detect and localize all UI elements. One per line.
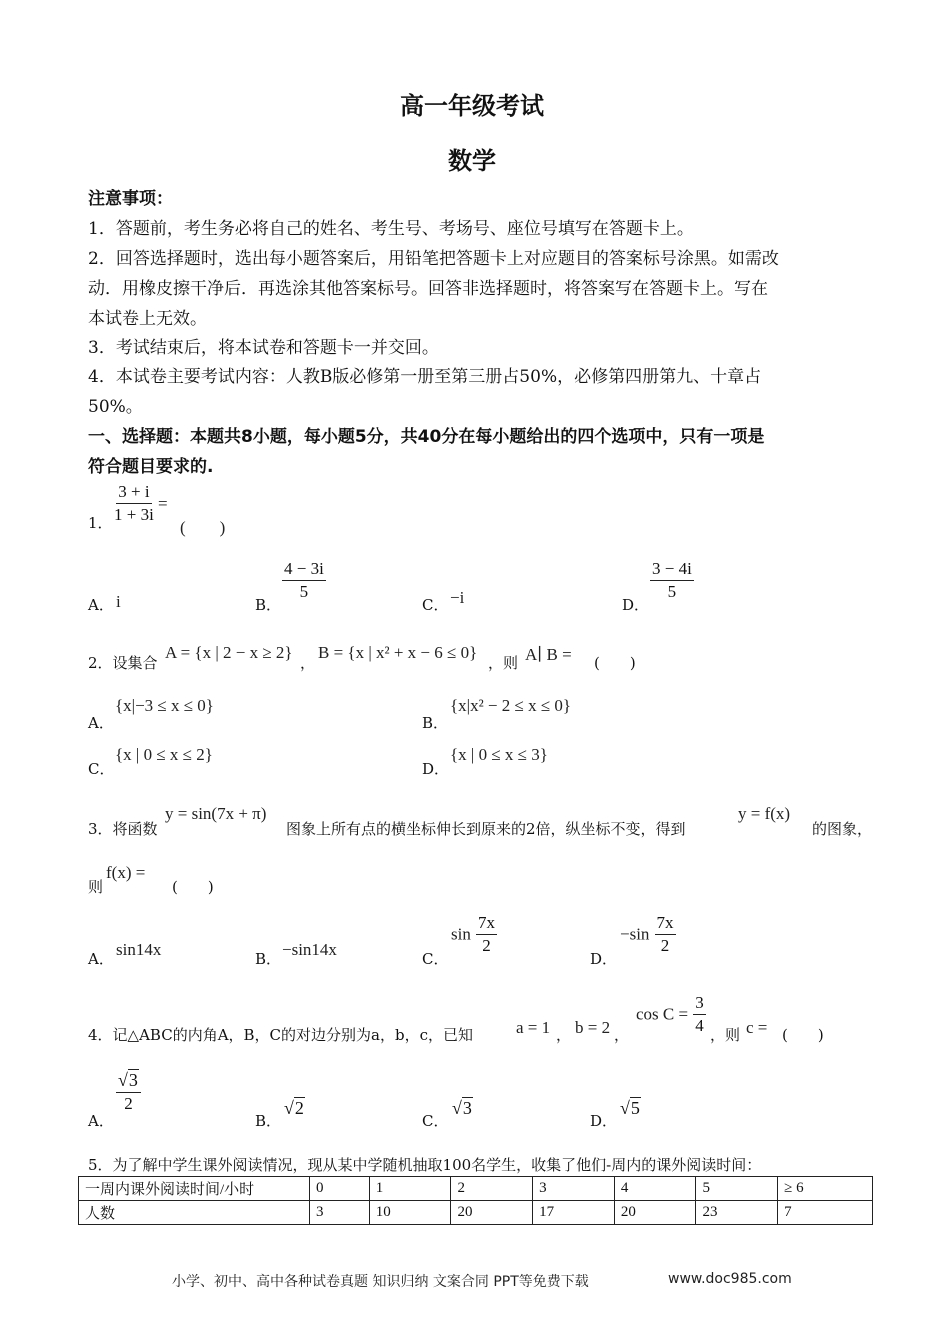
q1-option-a-label: A． bbox=[88, 596, 114, 614]
q1-option-d bbox=[650, 559, 694, 602]
table-cell: 23 bbox=[696, 1201, 778, 1225]
q2-set-a: A = {x | 2 − x ≥ 2} bbox=[165, 643, 293, 662]
q5-stem: 5．为了解中学生课外阅读情况，现从某中学随机抽取100名学生，收集了他们-周内的课外阅读时间： bbox=[88, 1156, 762, 1174]
q3-option-c-label: C． bbox=[422, 950, 449, 968]
q2-comma: ， bbox=[300, 654, 316, 672]
q4-c-eq: c = bbox=[746, 1018, 768, 1037]
q4-option-a bbox=[116, 1070, 141, 1114]
q4-comma1: ， bbox=[556, 1026, 572, 1044]
q2-option-a-label: A． bbox=[88, 714, 114, 732]
footer-url[interactable]: www.doc985.com bbox=[668, 1271, 792, 1287]
footer-promo-text: 小学、初中、高中各种试卷真题 知识归纳 文案合同 PPT等免费下载 bbox=[172, 1274, 589, 1290]
q3-option-b-label: B． bbox=[255, 950, 282, 968]
q1-option-d-den: 5 bbox=[667, 582, 677, 601]
q1-option-c: −i bbox=[450, 588, 465, 607]
q2-option-b: {x|x² − 2 ≤ x ≤ 0} bbox=[450, 696, 572, 715]
q4-option-b-radicand: 2 bbox=[294, 1098, 304, 1118]
q1-option-b-label: B． bbox=[255, 596, 282, 614]
q2-option-a: {x|−3 ≤ x ≤ 0} bbox=[115, 696, 214, 715]
q1-option-b-num: 4 − 3i bbox=[282, 559, 326, 581]
table-cell: 20 bbox=[451, 1201, 533, 1225]
q1-answer-paren: ( ) bbox=[180, 518, 226, 537]
q4-b-eq: b = 2 bbox=[575, 1018, 611, 1037]
q3-option-a: sin14x bbox=[116, 940, 162, 959]
table-row bbox=[79, 1201, 873, 1225]
q4-option-d-radicand: 5 bbox=[630, 1098, 640, 1118]
q3-option-d-label: D． bbox=[590, 950, 618, 968]
q3-option-d bbox=[620, 913, 676, 956]
table-row bbox=[79, 1177, 873, 1201]
q1-option-c-label: C． bbox=[422, 596, 449, 614]
q4-cos-pre: cos C = bbox=[636, 1004, 689, 1024]
table-cell: ≥ 6 bbox=[778, 1177, 873, 1201]
q2-set-b: B = {x | x² + x − 6 ≤ 0} bbox=[318, 643, 478, 662]
q3-line2-prefix: 则 bbox=[88, 878, 104, 896]
q1-option-b-den: 5 bbox=[299, 582, 309, 601]
section-heading-cont: 符合题目要求的. bbox=[88, 457, 214, 477]
q2-then: ，则 bbox=[488, 654, 519, 672]
q2-option-c: {x | 0 ≤ x ≤ 2} bbox=[115, 745, 213, 764]
q4-answer-paren: ( ) bbox=[782, 1026, 824, 1044]
q1-option-b bbox=[282, 559, 326, 602]
q3-option-c-den: 2 bbox=[482, 936, 491, 955]
q2-option-d: {x | 0 ≤ x ≤ 3} bbox=[450, 745, 548, 764]
section-heading: 一、选择题：本题共8小题，每小题5分，共40分在每小题给出的四个选项中，只有一项是 bbox=[88, 427, 765, 447]
notice-line: 2．回答选择题时，选出每小题答案后，用铅笔把答题卡上对应题目的答案标号涂黑。如需改 bbox=[88, 249, 779, 269]
q4-cos-den: 4 bbox=[695, 1016, 704, 1035]
q3-func2: y = f(x) bbox=[738, 804, 791, 823]
reading-time-table bbox=[78, 1176, 873, 1225]
q3-func1: y = sin(7x + π) bbox=[165, 804, 267, 823]
q2-answer-paren: ( ) bbox=[594, 654, 636, 672]
q4-option-d-label: D． bbox=[590, 1112, 618, 1130]
q4-cos-num: 3 bbox=[693, 993, 706, 1015]
table-cell: 3 bbox=[310, 1201, 370, 1225]
q3-stem-prefix: 3．将函数 bbox=[88, 820, 158, 838]
table-cell: 3 bbox=[533, 1177, 615, 1201]
q4-option-a-sqrt: √3 bbox=[118, 1070, 138, 1090]
table-cell: 7 bbox=[778, 1201, 873, 1225]
q4-cos-expr bbox=[636, 993, 706, 1036]
q3-stem-suffix: 的图象， bbox=[812, 820, 873, 838]
q1-frac-num: 3 + i bbox=[116, 482, 151, 504]
notice-line: 动．用橡皮擦干净后．再选涂其他答案标号。回答非选择题时，将答案写在答题卡上。写在 bbox=[88, 279, 768, 299]
notice-line: 4．本试卷主要考试内容：人教B版必修第一册至第三册占50%，必修第四册第九、十章占 bbox=[88, 367, 762, 387]
table-cell: 20 bbox=[614, 1201, 696, 1225]
q3-option-c-num: 7x bbox=[476, 913, 497, 935]
q4-option-a-label: A． bbox=[88, 1112, 114, 1130]
table-cell: 人数 bbox=[79, 1201, 310, 1225]
q4-option-c-label: C． bbox=[422, 1112, 449, 1130]
q4-comma2: ， bbox=[614, 1026, 630, 1044]
q1-option-d-num: 3 − 4i bbox=[650, 559, 694, 581]
table-cell: 一周内课外阅读时间/小时 bbox=[79, 1177, 310, 1201]
q3-option-d-den: 2 bbox=[660, 936, 670, 955]
q1-frac-den: 1 + 3i bbox=[114, 505, 154, 524]
q4-stem: 4．记△ABC的内角A，B，C的对边分别为a，b，c，已知 bbox=[88, 1026, 473, 1044]
exam-subject: 数学 bbox=[448, 147, 496, 175]
q4-a-eq: a = 1 bbox=[516, 1018, 551, 1037]
q3-option-c bbox=[451, 913, 497, 956]
q1-option-d-label: D． bbox=[622, 596, 650, 614]
table-cell: 5 bbox=[696, 1177, 778, 1201]
q2-stem-prefix: 2．设集合 bbox=[88, 654, 158, 672]
q4-option-a-radicand: 3 bbox=[128, 1070, 138, 1090]
exam-title: 高一年级考试 bbox=[400, 92, 544, 120]
notice-line: 50%。 bbox=[88, 397, 143, 417]
notice-line: 本试卷上无效。 bbox=[88, 309, 207, 329]
q3-option-d-sin: −sin bbox=[620, 924, 650, 944]
notice-heading: 注意事项： bbox=[88, 189, 173, 209]
q4-option-b: √2 bbox=[284, 1098, 304, 1118]
q3-answer-paren: ( ) bbox=[172, 878, 214, 896]
q4-option-c-radicand: 3 bbox=[462, 1098, 472, 1118]
q3-option-c-sin: sin bbox=[451, 924, 471, 944]
table-cell: 17 bbox=[533, 1201, 615, 1225]
q4-then: ，则 bbox=[710, 1026, 741, 1044]
notice-line: 3．考试结束后，将本试卷和答题卡一并交回。 bbox=[88, 338, 439, 358]
q1-equals: = bbox=[158, 494, 168, 513]
q4-option-a-den: 2 bbox=[124, 1094, 133, 1113]
q3-line2-expr: f(x) = bbox=[106, 863, 146, 882]
table-cell: 10 bbox=[369, 1201, 451, 1225]
table-cell: 2 bbox=[451, 1177, 533, 1201]
q4-option-c: √3 bbox=[452, 1098, 472, 1118]
q2-expr: A∣ B = bbox=[525, 645, 572, 664]
table-cell: 1 bbox=[369, 1177, 451, 1201]
q3-option-a-label: A． bbox=[88, 950, 114, 968]
table-cell: 0 bbox=[310, 1177, 370, 1201]
q2-option-b-label: B． bbox=[422, 714, 449, 732]
q1-number: 1． bbox=[88, 514, 113, 532]
table-cell: 4 bbox=[614, 1177, 696, 1201]
q1-option-a: i bbox=[116, 592, 121, 611]
q2-option-d-label: D． bbox=[422, 760, 450, 778]
q1-fraction bbox=[112, 482, 156, 525]
q3-option-d-num: 7x bbox=[655, 913, 676, 935]
notice-line: 1．答题前，考生务必将自己的姓名、考生号、考场号、座位号填写在答题卡上。 bbox=[88, 219, 694, 239]
q3-stem-mid: 图象上所有点的横坐标伸长到原来的2倍，纵坐标不变，得到 bbox=[286, 820, 686, 838]
q4-option-d: √5 bbox=[620, 1098, 640, 1118]
q4-option-b-label: B． bbox=[255, 1112, 282, 1130]
q3-option-b: −sin14x bbox=[282, 940, 337, 959]
q2-option-c-label: C． bbox=[88, 760, 115, 778]
